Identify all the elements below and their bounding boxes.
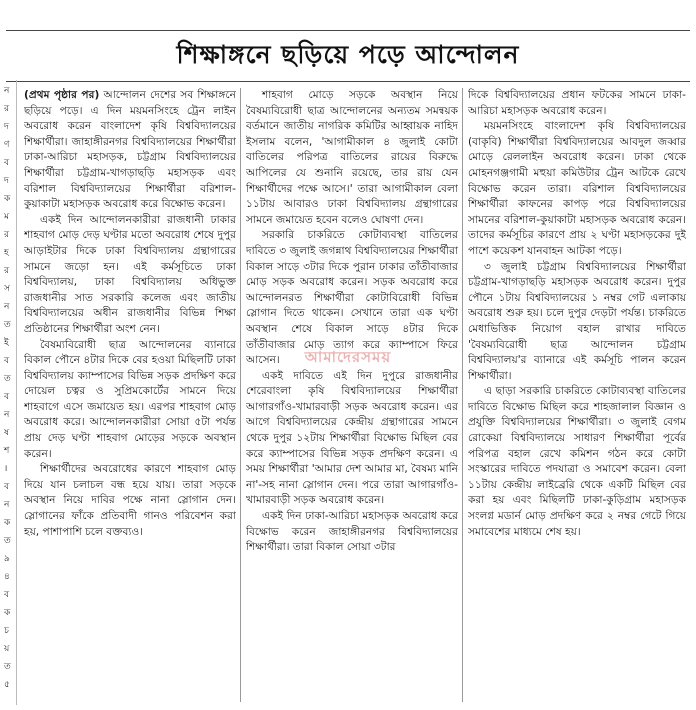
article-paragraph: [246, 369, 458, 509]
article-paragraph: [24, 338, 236, 463]
gutter-char: ক: [4, 194, 11, 204]
gutter-char: র: [4, 230, 9, 240]
gutter-char: দ: [4, 122, 9, 132]
gutter-char: দ: [4, 176, 9, 186]
paragraph-text: দিকে বিশ্ববিদ্যালয়ের প্রধান ফটকের সামনে ঢাকা-আরিচা মহাসড়ক অবরোধ করেন।: [468, 89, 686, 117]
gutter-char: ৯: [4, 554, 10, 564]
paragraph-text: আন্দোলন দেশের সব শিক্ষাঙ্গনে ছড়িয়ে পড়ে। এ দিন ময়মনসিংহে ট্রেন লাইন অবরোধ করেন বাংলাদেশ কৃষি বিশ্ববিদ্যালয়ের শিক্ষার্থীরা। জাহাঙ্গীরনগর বিশ্ববিদ্যালয়ের শিক্ষার্থীরা ঢাকা-আরিচা মহাসড়ক, চট্টগ্রাম বিশ্ববিদ্যালয়ের শিক্ষার্থীরা চট্টগ্রাম-খাগড়াছড়ি মহাসড়ক এবং বরিশাল বিশ্ববিদ্যালয়ের শিক্ষার্থীরা বরিশাল-কুয়াকাটা মহাসড়ক অবরোধ করে বিক্ষোভ করেন।: [24, 89, 236, 211]
gutter-char: ত: [4, 662, 11, 672]
gutter-char: ক: [4, 518, 11, 528]
article-paragraph: [246, 509, 458, 556]
article-paragraph: [24, 88, 236, 213]
gutter-char: ত: [4, 374, 11, 384]
gutter-char: ন: [4, 302, 10, 312]
article-paragraph: [468, 260, 686, 385]
article-paragraph: [24, 213, 236, 338]
paragraph-text: ময়মনসিংহে বাংলাদেশ কৃষি বিশ্ববিদ্যালয়ের (বাকৃবি) শিক্ষার্থীরা বিশ্ববিদ্যালয়ের আবদুল জব্বার মোড়ে রেললাইন অবরোধ করেন। ঢাকা থেকে মোহনগঞ্জগামী মহুয়া কমিউটার ট্রেন আটকে রেখে বিক্ষোভ করেন তারা। বরিশাল বিশ্ববিদ্যালয়ের শিক্ষার্থীরা কাফনের কাপড় পরে বিশ্ববিদ্যালয়ের সামনের বরিশাল-কুয়াকাটা মহাসড়ক অবরোধ করেন। তাদের কর্মসূচির কারণে প্রায় ২ ঘণ্টা মহাসড়কের দুই পাশে কয়েকশ যানবাহন আটকা পড়ে।: [468, 120, 686, 257]
gutter-char: ৪: [4, 572, 10, 582]
article-column-3: [468, 88, 686, 702]
paragraph-text: শাহবাগ মোড়ে সড়কে অবস্থান নিয়ে বৈষম্যবিরোধী ছাত্র আন্দোলনের অন্যতম সমন্বয়ক বর্তমানে জাতীয় নাগরিক কমিটির আহ্বায়ক নাহিদ ইসলাম বলেন, 'আগামীকাল ৪ জুলাই কোটা বাতিলের পরিপত্র বাতিলের রায়ের বিরুদ্ধে আপিলের যে শুনানি রয়েছে, তার রায় যেন শিক্ষার্থীদের পক্ষে আসে।' তারা আগামীকাল বেলা ১১টায় আবারও ঢাকা বিশ্ববিদ্যালয় গ্রন্থাগারের সামনে জমায়েত হবেন বলেও ঘোষণা দেন।: [246, 89, 458, 226]
gutter-char: ৫: [4, 680, 10, 690]
gutter-char: ব: [4, 392, 10, 402]
gutter-char: ব: [4, 356, 10, 366]
gutter-char: য়: [4, 644, 10, 654]
gutter-char: ত: [4, 536, 11, 546]
article-paragraph: [468, 119, 686, 259]
gutter-char: ন: [4, 500, 10, 510]
column-divider: [240, 88, 241, 702]
gutter-char: ব: [4, 482, 10, 492]
article-paragraph: [468, 384, 686, 540]
paragraph-text: একই দাবিতে এই দিন দুপুরে রাজধানীর শেরেবাংলা কৃষি বিশ্ববিদ্যালয়ের শিক্ষার্থীরা আগারগাঁও-খামারবাড়ী সড়ক অবরোধ করেন। এর আগে বিশ্ববিদ্যালয়ের কেন্দ্রীয় গ্রন্থাগারের সামনে থেকে দুপুর ১২টায় শিক্ষার্থীরা বিক্ষোভ মিছিল বের করে ক্যাম্পাসের বিভিন্ন সড়ক প্রদক্ষিণ করেন। এ সময় শিক্ষার্থীরা 'আমার দেশ আমার মা, বৈষম্য মানি না'-সহ নানা স্লোগান দেন। পরে তারা আগারগাঁও-খামারবাড়ী সড়ক অবরোধ করেন।: [246, 369, 458, 507]
article-paragraph: [246, 88, 458, 228]
gutter-char: ষ: [4, 428, 9, 438]
gutter-char: শ: [4, 446, 10, 456]
gutter-char: ব: [4, 158, 10, 168]
continuation-tag: (প্রথম পৃষ্ঠার পর): [24, 89, 100, 101]
gutter-char: ন: [4, 86, 10, 96]
gutter-char: ত: [4, 320, 11, 330]
paragraph-text: সরকারি চাকরিতে কোটাব্যবস্থা বাতিলের দাবিতে ৩ জুলাই জগন্নাথ বিশ্ববিদ্যালয়ের শিক্ষার্থীরা বিকাল সাড়ে ৩টার দিকে পুরান ঢাকার তাঁতীবাজার মোড় সড়ক অবরোধ করেন। সড়ক অবরোধ করে আন্দোলনরত শিক্ষার্থীরা কোটাবিরোধী বিভিন্ন স্লোগান দিতে থাকেন। সেখানে তারা এক ঘণ্টা অবস্থান শেষে বিকাল সাড়ে ৪টার দিকে তাঁতীবাজার মোড় ত্যাগ করে ক্যাম্পাসে ফিরে আসেন।: [246, 229, 458, 367]
paragraph-text: শিক্ষার্থীদের অবরোধের কারণে শাহবাগ মোড় দিয়ে যান চলাচল বন্ধ হয়ে যায়। তারা সড়কে অবস্থান নিয়ে দাবির পক্ষে নানা স্লোগান দেন। স্লোগানের ফাঁকে প্রতিবাদী গানও পরিবেশন করা হয়, পাশাপাশি চলে বক্তব্যও।: [24, 463, 236, 538]
gutter-char: ব: [4, 590, 10, 600]
gutter-char: র: [4, 104, 9, 114]
article-paragraph: [24, 462, 236, 540]
gutter-char: স: [4, 284, 10, 294]
gutter-char: ই: [4, 338, 9, 348]
column-divider: [462, 88, 463, 702]
paragraph-text: এ ছাড়া সরকারি চাকরিতে কোটাব্যবস্থা বাতিলের দাবিতে বিক্ষোভ মিছিল করে শাহজালাল বিজ্ঞান ও প্রযুক্তি বিশ্ববিদ্যালয়ের শিক্ষার্থীরা। ৩ জুলাই বেগম রোকেয়া বিশ্ববিদ্যালয়ে সাধারণ শিক্ষার্থীরা পূর্বের পরিপত্র বহাল রেখে কমিশন গঠন করে কোটা সংস্কারের দাবিতে পদযাত্রা ও সমাবেশ করেন। বেলা ১১টায় কেন্দ্রীয় লাইব্রেরি থেকে একটি মিছিল বের করা হয় এবং মিছিলটি ঢাকা-কুড়িগ্রাম মহাসড়ক সংলগ্ন মডার্ন মোড় প্রদক্ষিণ করে ২ নম্বর গেটে গিয়ে সমাবেশের মাধ্যমে শেষ হয়।: [468, 385, 686, 538]
left-gutter-clipped-text: [0, 80, 17, 705]
gutter-char: ণ: [4, 140, 10, 150]
gutter-char: ।: [4, 464, 8, 474]
headline: শিক্ষাঙ্গনে ছড়িয়ে পড়ে আন্দোলন: [176, 40, 520, 69]
article-column-1: [24, 88, 236, 702]
gutter-char: ন: [4, 410, 10, 420]
gutter-char: ম: [4, 212, 9, 222]
gutter-char: ক: [4, 608, 11, 618]
paragraph-text: ৩ জুলাই চট্টগ্রাম বিশ্ববিদ্যালয়ের শিক্ষার্থীরা চট্টগ্রাম-খাগড়াছড়ি মহাসড়ক অবরোধ করেন। দুপুর পৌনে ১টায় বিশ্ববিদ্যালয়ের ১ নম্বর গেট এলাকায় অবরোধ শুরু হয়। চলে দুপুর দেড়টা পর্যন্ত। চাকরিতে মেধাভিত্তিক নিয়োগ বহাল রাখার দাবিতে 'বৈষম্যবিরোধী ছাত্র আন্দোলন চট্টগ্রাম বিশ্ববিদ্যালয়'র ব্যানারে এই কর্মসূচি পালন করেন শিক্ষার্থীরা।: [468, 260, 686, 382]
article-column-2: [246, 88, 458, 702]
article-paragraph: [468, 88, 686, 119]
gutter-char: হ: [4, 248, 9, 258]
gutter-char: চ: [4, 626, 9, 636]
headline-box: [6, 30, 690, 82]
gutter-char: র: [4, 266, 9, 276]
paragraph-text: একই দিন ঢাকা-আরিচা মহাসড়ক অবরোধ করে বিক্ষোভ করেন জাহাঙ্গীরনগর বিশ্ববিদ্যালয়ের শিক্ষার্থীরা। তারা বিকাল সোয়া ৩টার: [246, 510, 458, 554]
publisher-watermark: আমাদেরসময়: [304, 348, 392, 366]
paragraph-text: বৈষম্যবিরোধী ছাত্র আন্দোলনের ব্যানারে বিকাল পৌনে ৪টার দিকে বের হওয়া মিছিলটি ঢাকা বিশ্ববিদ্যালয় ক্যাম্পাসের বিভিন্ন সড়ক প্রদক্ষিণ করে দোয়েল চত্বর ও সুপ্রিমকোর্টের সামনে দিয়ে শাহবাগে এসে জমায়েত হয়। এরপর শাহবাগ মোড় অবরোধ করে। আন্দোলনকারীরা সোয়া ৫টা পর্যন্ত প্রায় দেড় ঘণ্টা শাহবাগ মোড়ের সড়কে অবস্থান করেন।: [24, 338, 236, 460]
paragraph-text: একই দিন আন্দোলনকারীরা রাজধানী ঢাকার শাহবাগ মোড় দেড় ঘণ্টার মতো অবরোধ শেষে দুপুর আড়াইটার দিকে ঢাকা বিশ্ববিদ্যালয় গ্রন্থাগারের সামনে জড়ো হন। এই কর্মসূচিতে ঢাকা বিশ্ববিদ্যালয়, ঢাকা বিশ্ববিদ্যালয় অধিভুক্ত রাজধানীর সাত সরকারি কলেজ এবং জাতীয় বিশ্ববিদ্যালয়ের অধীন রাজধানীর বিভিন্ন শিক্ষা প্রতিষ্ঠানের শিক্ষার্থীরা অংশ নেন।: [24, 213, 236, 335]
